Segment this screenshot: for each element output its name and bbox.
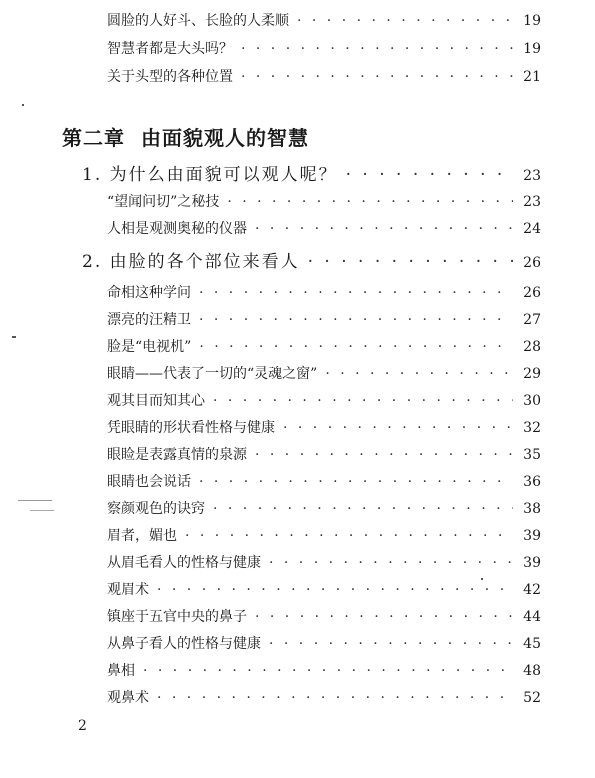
toc-entry-page: 39	[523, 528, 541, 544]
dot-leader	[227, 194, 513, 210]
toc-entry	[107, 66, 541, 88]
toc-entry-page: 26	[523, 285, 541, 301]
toc-entry-page: 48	[523, 663, 541, 679]
toc-entry-page: 21	[523, 69, 541, 85]
dot-leader	[185, 528, 513, 544]
dot-leader	[255, 221, 513, 237]
toc-entry	[107, 282, 541, 304]
toc-entry-page: 28	[523, 339, 541, 355]
toc-entry	[107, 191, 541, 213]
toc-entry-page: 32	[523, 420, 541, 436]
chapter-label: 第二章	[62, 126, 125, 150]
dot-leader	[308, 252, 513, 272]
chapter-heading	[62, 122, 309, 151]
dot-leader	[255, 609, 513, 625]
page-number: 2	[78, 718, 87, 734]
toc-entry-page: 52	[523, 690, 541, 706]
toc-entry-title: 眉者，媚也	[107, 528, 177, 544]
toc-entry-title: 眼睛——代表了一切的“灵魂之窗”	[107, 366, 318, 382]
toc-entry-title: 智慧者都是大头吗？	[107, 41, 233, 57]
scan-speck	[12, 336, 16, 338]
toc-entry-title: 命相这种学问	[107, 285, 191, 301]
dot-leader	[213, 393, 513, 409]
toc-entry	[107, 633, 541, 655]
toc-entry-page: 36	[523, 474, 541, 490]
toc-entry	[107, 498, 541, 520]
toc-entry	[107, 309, 541, 331]
toc-entry	[107, 444, 541, 466]
toc-entry-page: 42	[523, 582, 541, 598]
toc-section-title: 2. 由脸的各个部位来看人	[82, 252, 300, 272]
toc-entry-page: 19	[523, 13, 541, 29]
dot-leader	[269, 555, 513, 571]
toc-entry-title: 察颜观色的诀窍	[107, 501, 205, 517]
toc-entry-title: 鼻相	[107, 663, 135, 679]
toc-entry	[107, 471, 541, 493]
dot-leader	[157, 582, 513, 598]
dot-leader	[241, 41, 513, 57]
dot-leader	[143, 663, 513, 679]
dot-leader	[325, 366, 513, 382]
toc-entry-title: 从眉毛看人的性格与健康	[107, 555, 261, 571]
toc-entry-page: 19	[523, 41, 541, 57]
dot-leader	[283, 420, 513, 436]
toc-entry	[107, 218, 541, 240]
toc-entry-page: 27	[523, 312, 541, 328]
toc-entry-title: “望闻问切”之秘技	[107, 194, 220, 210]
toc-section	[82, 160, 541, 186]
toc-section-title: 1. 为什么由面貌可以观人呢？	[82, 165, 338, 185]
toc-entry-title: 漂亮的汪精卫	[107, 312, 191, 328]
dot-leader	[213, 501, 513, 517]
toc-entry-title: 眼睑是表露真情的泉源	[107, 447, 247, 463]
toc-entry-page: 38	[523, 501, 541, 517]
toc-entry	[107, 336, 541, 358]
toc-entry	[107, 390, 541, 412]
dot-leader	[199, 339, 513, 355]
dot-leader	[346, 165, 513, 185]
toc-entry-page: 30	[523, 393, 541, 409]
toc-section-page: 23	[523, 168, 541, 184]
dot-leader	[241, 69, 513, 85]
toc-section-page: 26	[523, 255, 541, 271]
scan-speck	[22, 104, 24, 106]
dot-leader	[199, 285, 513, 301]
toc-entry-page: 24	[523, 221, 541, 237]
toc-entry-title: 观眉术	[107, 582, 149, 598]
toc-section	[82, 247, 541, 273]
toc-entry-title: 从鼻子看人的性格与健康	[107, 636, 261, 652]
toc-entry	[107, 525, 541, 547]
toc-entry-page: 45	[523, 636, 541, 652]
toc-entry	[107, 687, 541, 709]
toc-entry-title: 关于头型的各种位置	[107, 69, 233, 85]
scan-speck	[30, 510, 54, 511]
toc-entry	[107, 363, 541, 385]
toc-entry-title: 镇座于五官中央的鼻子	[107, 609, 247, 625]
toc-entry-page: 35	[523, 447, 541, 463]
toc-entry	[107, 660, 541, 682]
toc-entry-page: 29	[523, 366, 541, 382]
dot-leader	[199, 474, 513, 490]
toc-entry-page: 44	[523, 609, 541, 625]
scan-speck	[18, 500, 52, 501]
toc-entry	[107, 10, 541, 32]
dot-leader	[297, 13, 513, 29]
toc-entry-title: 观其目而知其心	[107, 393, 205, 409]
toc-entry-title: 人相是观测奥秘的仪器	[107, 221, 247, 237]
toc-entry	[107, 606, 541, 628]
toc-entry	[107, 417, 541, 439]
toc-entry-title: 脸是“电视机”	[107, 339, 192, 355]
toc-entry-title: 观鼻术	[107, 690, 149, 706]
scan-speck	[481, 578, 483, 580]
toc-entry	[107, 552, 541, 574]
toc-entry-page: 23	[523, 194, 541, 210]
dot-leader	[255, 447, 513, 463]
chapter-title: 由面貌观人的智慧	[141, 126, 309, 150]
toc-entry	[107, 38, 541, 60]
dot-leader	[199, 312, 513, 328]
toc-entry-title: 眼睛也会说话	[107, 474, 191, 490]
dot-leader	[157, 690, 513, 706]
toc-entry-page: 39	[523, 555, 541, 571]
toc-entry-title: 圆脸的人好斗、长脸的人柔顺	[107, 13, 289, 29]
dot-leader	[269, 636, 513, 652]
toc-entry	[107, 579, 541, 601]
toc-entry-title: 凭眼睛的形状看性格与健康	[107, 420, 275, 436]
